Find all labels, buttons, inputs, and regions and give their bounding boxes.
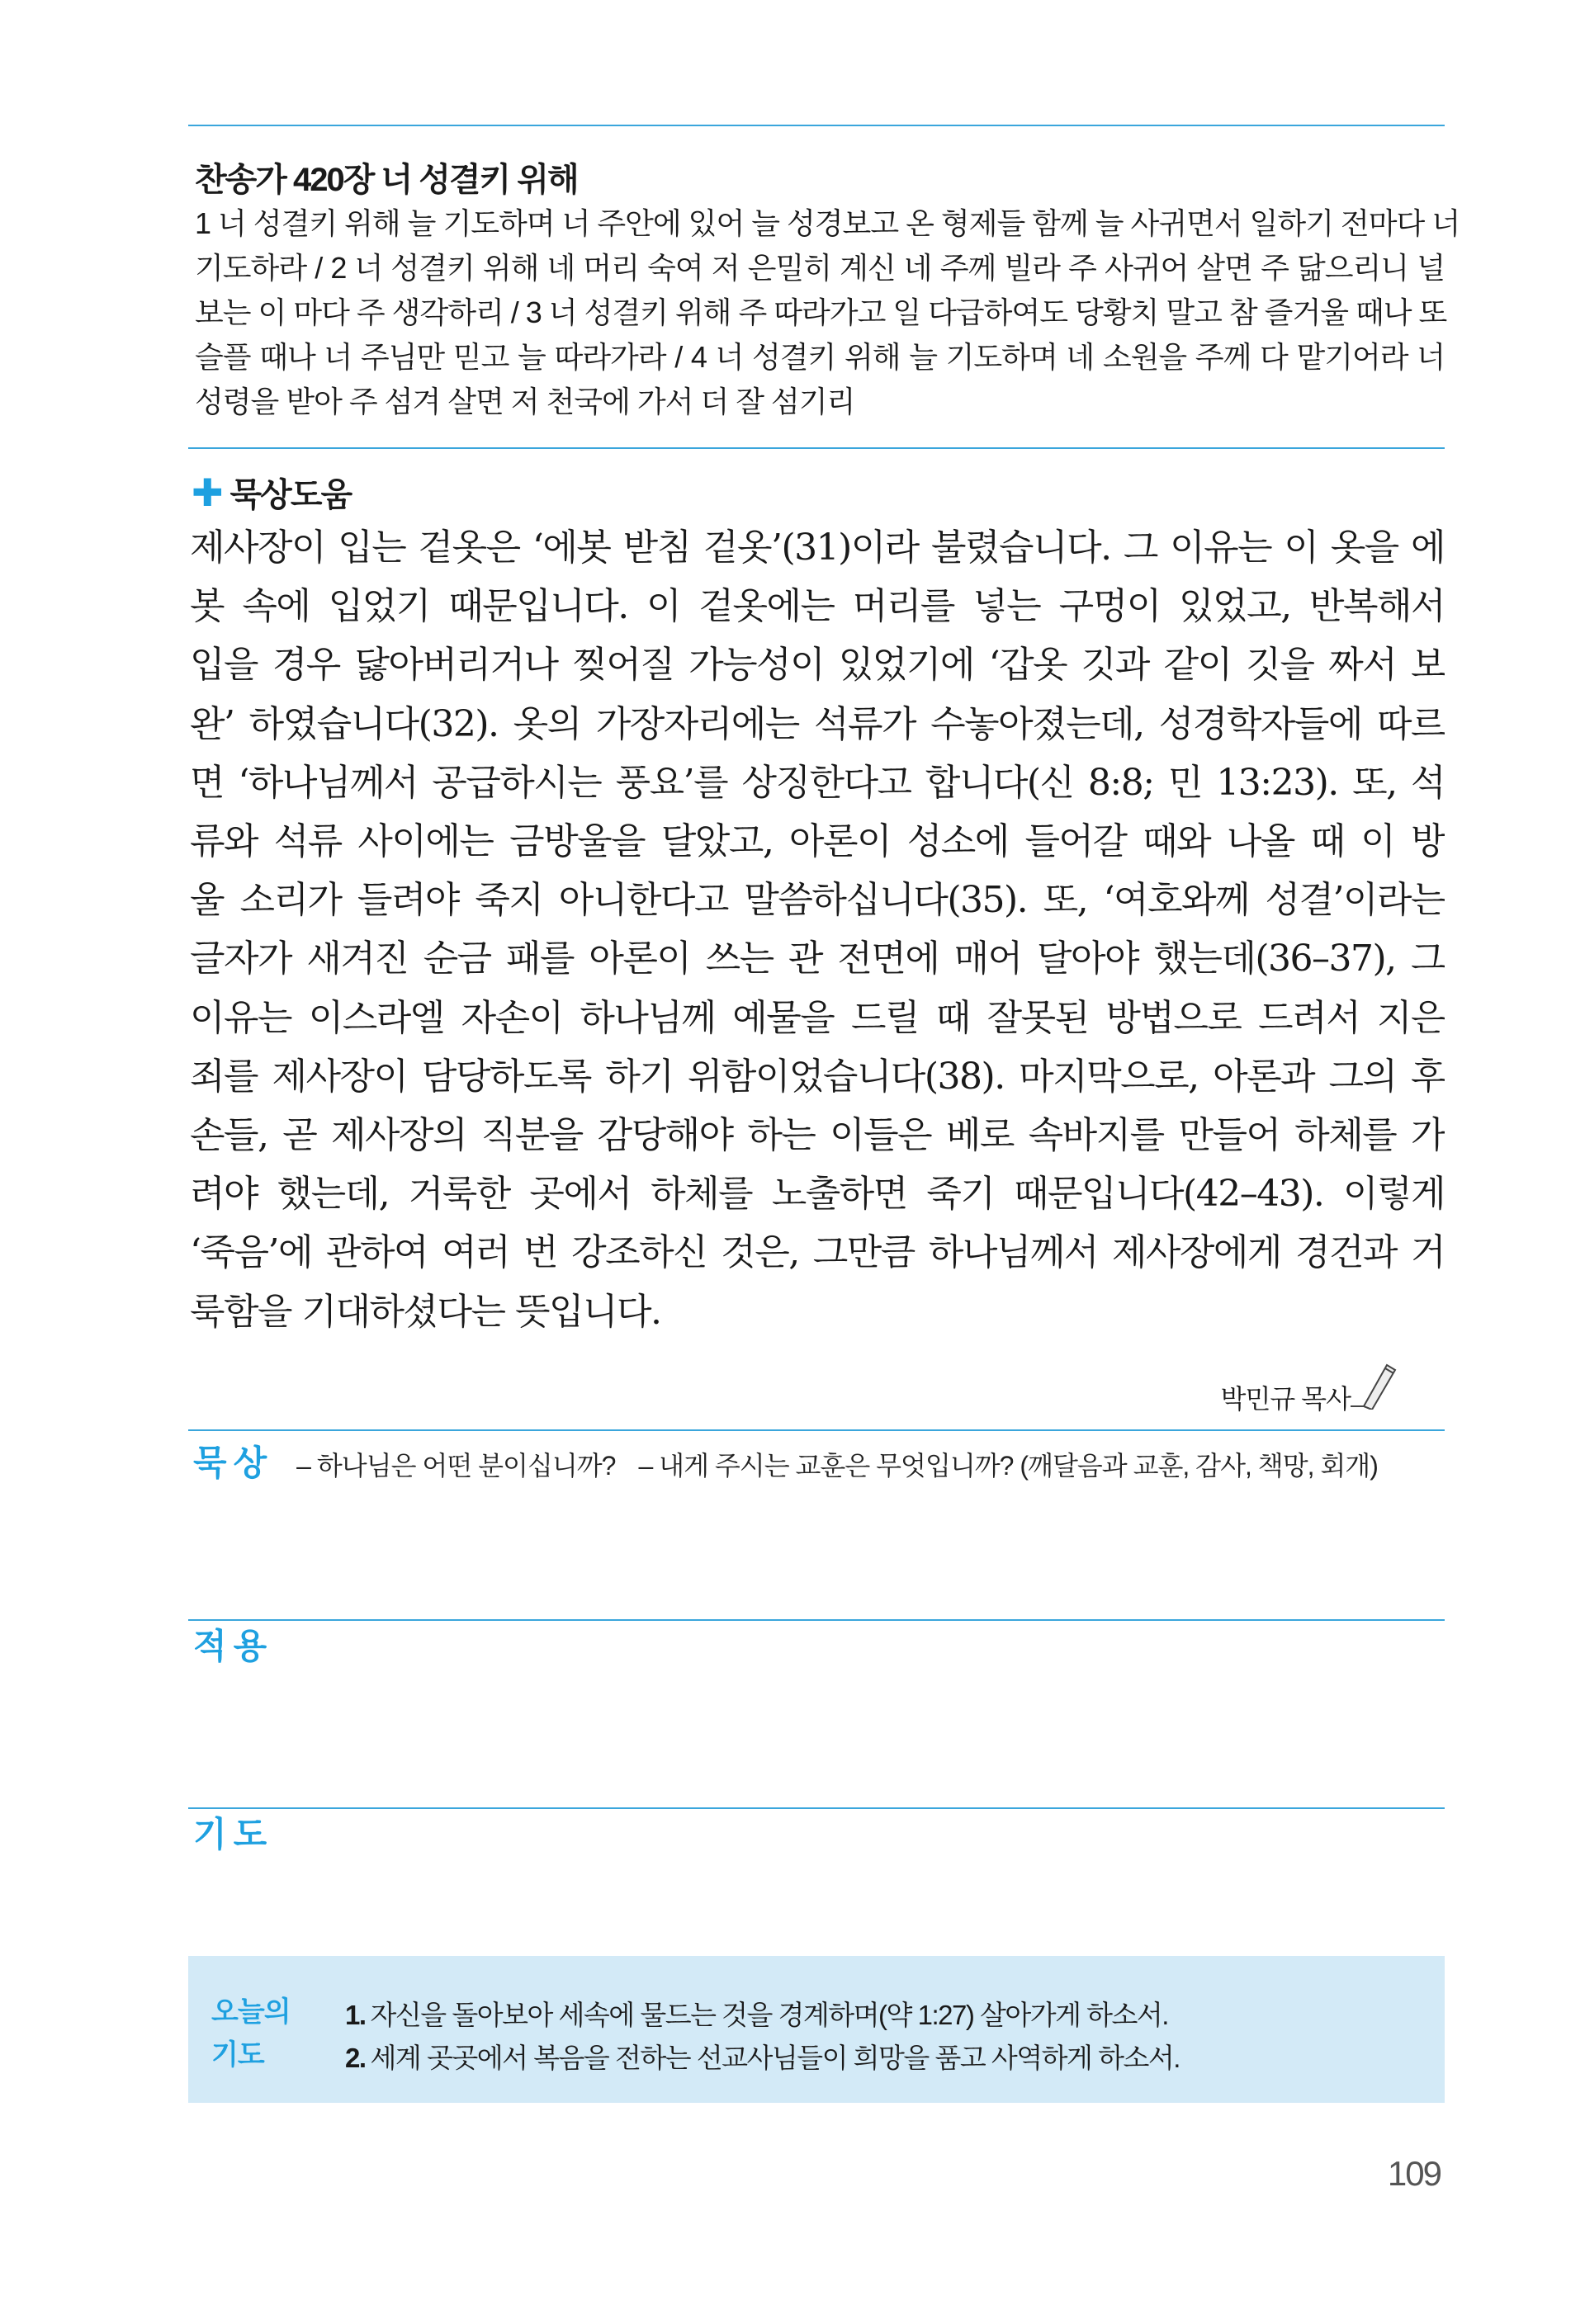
body-line: 완’ 하였습니다(32). 옷의 가장자리에는 석류가 수놓아졌는데, 성경학자들에 따르 — [190, 702, 1445, 745]
body-line: 봇 속에 입었기 때문입니다. 이 겉옷에는 머리를 넣는 구멍이 있었고, 반복해서 — [190, 585, 1445, 628]
body-line: 면 ‘하나님께서 공급하시는 풍요’를 상징한다고 합니다(신 8:8; 민 13:23). 또, 석 — [190, 761, 1445, 804]
application-label: 적용 — [193, 1627, 274, 1665]
meditation-question: – 내게 주시는 교훈은 무엇입니까? (깨달음과 교훈, 감사, 책망, 회개) — [638, 1451, 1378, 1481]
meditation-help-heading — [192, 469, 351, 516]
meditation-label: 묵상 — [193, 1443, 274, 1482]
body-line: 룩함을 기대하셨다는 뜻입니다. — [190, 1290, 661, 1333]
hymn-line: 보는 이 마다 주 생각하리 / 3 너 성결키 위해 주 따라가고 일 다급하여도 당황치 말고 참 즐거울 때나 또 — [195, 295, 1447, 329]
todays-prayer-label-line: 기도 — [211, 2039, 264, 2071]
prayer-item — [345, 2037, 1180, 2080]
prayer-item-number: 1. — [345, 2000, 366, 2030]
todays-prayer-label-line: 오늘의 — [211, 1996, 291, 2028]
pencil-icon — [1351, 1360, 1397, 1416]
todays-prayer-label — [211, 1991, 291, 2076]
todays-prayer-box — [188, 1956, 1445, 2103]
meditation-row — [193, 1436, 1378, 1486]
meditation-divider — [188, 1429, 1445, 1431]
hymn-lyrics — [195, 201, 1460, 424]
body-line: 울 소리가 들려야 죽지 아니한다고 말씀하십니다(35). 또, ‘여호와께 성결’이라는 — [190, 879, 1445, 922]
body-line: 려야 했는데, 거룩한 곳에서 하체를 노출하면 죽기 때문입니다(42–43). 이렇게 — [190, 1173, 1445, 1216]
body-line: 손들, 곧 제사장의 직분을 감당해야 하는 이들은 베로 속바지를 만들어 하체를 가 — [190, 1114, 1445, 1157]
body-line: 제사장이 입는 겉옷은 ‘에봇 받침 겉옷’(31)이라 불렸습니다. 그 이유는 이 옷을 에 — [190, 527, 1445, 569]
prayer-item — [345, 1994, 1180, 2037]
hymn-line: 슬플 때나 너 주님만 믿고 늘 따라가라 / 4 너 성결키 위해 늘 기도하며 네 소원을 주께 다 맡기어라 너 — [195, 340, 1445, 374]
body-line: 글자가 새겨진 순금 패를 아론이 쓰는 관 전면에 매어 달아야 했는데(36–37), 그 — [190, 938, 1445, 980]
prayer-label: 기도 — [193, 1815, 274, 1854]
meditation-help-body — [190, 518, 1445, 1341]
prayer-item-text: 세계 곳곳에서 복음을 전하는 선교사님들이 희망을 품고 사역하게 하소서. — [370, 2043, 1180, 2073]
meditation-question: – 하나님은 어떤 분이십니까? — [296, 1451, 616, 1481]
hymn-line: 성령을 받아 주 섬겨 살면 저 천국에 가서 더 잘 섬기리 — [195, 385, 855, 418]
prayer-item-number: 2. — [345, 2043, 366, 2073]
body-line: 이유는 이스라엘 자손이 하나님께 예물을 드릴 때 잘못된 방법으로 드려서 지은 — [190, 996, 1445, 1039]
application-divider — [188, 1619, 1445, 1621]
body-line: 입을 경우 닳아버리거나 찢어질 가능성이 있었기에 ‘갑옷 깃과 같이 깃을 짜서 보 — [190, 644, 1445, 687]
body-line: ‘죽음’에 관하여 여러 번 강조하신 것은, 그만큼 하나님께서 제사장에게 경건과 거 — [190, 1231, 1445, 1274]
todays-prayer-list — [345, 1994, 1180, 2080]
hymn-line: 1 너 성결키 위해 늘 기도하며 너 주안에 있어 늘 성경보고 온 형제들 함께 늘 사귀면서 일하기 전마다 너 — [195, 206, 1460, 240]
author-name: 박민규 목사 — [1220, 1384, 1351, 1414]
prayer-item-text: 자신을 돌아보아 세속에 물드는 것을 경계하며(약 1:27) 살아가게 하소서. — [370, 2000, 1168, 2030]
hymn-divider — [188, 447, 1445, 449]
prayer-divider — [188, 1807, 1445, 1809]
plus-icon: ✚ — [192, 470, 222, 514]
hymn-title: 찬송가 420장 너 성결키 위해 — [195, 162, 578, 198]
page-number: 109 — [1387, 2154, 1441, 2193]
meditation-help-title: 묵상도움 — [229, 477, 352, 513]
body-line: 죄를 제사장이 담당하도록 하기 위함이었습니다(38). 마지막으로, 아론과 그의 후 — [190, 1055, 1445, 1098]
body-line: 류와 석류 사이에는 금방울을 달았고, 아론이 성소에 들어갈 때와 나올 때 이 방 — [190, 820, 1445, 863]
top-divider — [188, 125, 1445, 126]
author-signature — [1221, 1360, 1397, 1416]
hymn-line: 기도하라 / 2 너 성결키 위해 네 머리 숙여 저 은밀히 계신 네 주께 빌라 주 사귀어 살면 주 닮으리니 널 — [195, 251, 1445, 285]
